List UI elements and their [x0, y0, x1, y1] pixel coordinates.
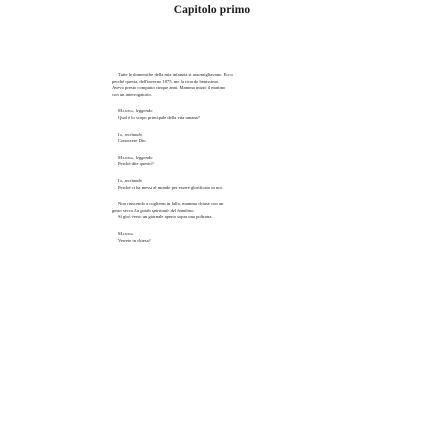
speaker-heading: Io, recitando — [118, 131, 143, 137]
speaker-heading — [112, 231, 332, 238]
stage-direction: recitando — [124, 177, 143, 183]
speaker-heading: Io, recitando — [118, 177, 143, 183]
dialogue-block — [112, 108, 332, 121]
narration-text: gesto secco — [112, 207, 135, 213]
narration-line — [112, 208, 332, 215]
speaker-heading: Mamma, leggendo — [118, 108, 153, 114]
intro-line: Avevo presto compiuto cinque anni. Mamma iniziò il mattino — [112, 85, 226, 91]
speaker-name: Mamma — [118, 108, 134, 114]
stage-direction: leggendo — [135, 108, 153, 114]
speaker-name: Io — [118, 131, 123, 137]
narration-line: Non riuscendo a coglierm in fallo, mamma chiuse con un — [118, 201, 224, 207]
narration-text: . — [193, 207, 195, 213]
dialogue-block — [112, 231, 332, 244]
intro-paragraph — [112, 72, 332, 98]
dialogue-block — [112, 155, 332, 168]
page-body — [112, 72, 332, 244]
dialogue-block — [112, 178, 332, 191]
dialogue-line: Perché dite questo? — [118, 161, 154, 167]
book-title: La guida spirituale del bambino — [134, 207, 194, 213]
dialogue-line: Verrete in chiesa? — [118, 237, 151, 243]
stage-direction: leggendo — [135, 154, 153, 160]
intro-line: Tutte le domeniche della mia infanzia si assomigliavano. Ecco — [118, 72, 233, 77]
dialogue-line: Qual è lo scopo principale della vita umana? — [118, 114, 200, 120]
narration-paragraph — [112, 201, 332, 221]
intro-line: con un interrogatorio. — [112, 91, 152, 97]
chapter-title: Capitolo primo — [173, 4, 251, 16]
speaker-name: Io — [118, 177, 123, 183]
intro-line: perché questa, dell'inverno 1875, me la ricordo benissimo. — [112, 78, 220, 84]
speaker-name: Mamma — [118, 230, 134, 236]
dialogue-line: Perché ci ha messi al mondo per essere glorificato in noi. — [118, 184, 223, 190]
stage-direction: recitando — [124, 131, 143, 137]
narration-line: Si girò verso un giornale aperto sopra una poltrona. — [118, 214, 213, 220]
speaker-heading: Mamma, leggendo — [118, 154, 153, 160]
dialogue-block — [112, 132, 332, 145]
dialogue-line: Conoscere Dio. — [118, 138, 147, 144]
speaker-name: Mamma — [118, 154, 134, 160]
